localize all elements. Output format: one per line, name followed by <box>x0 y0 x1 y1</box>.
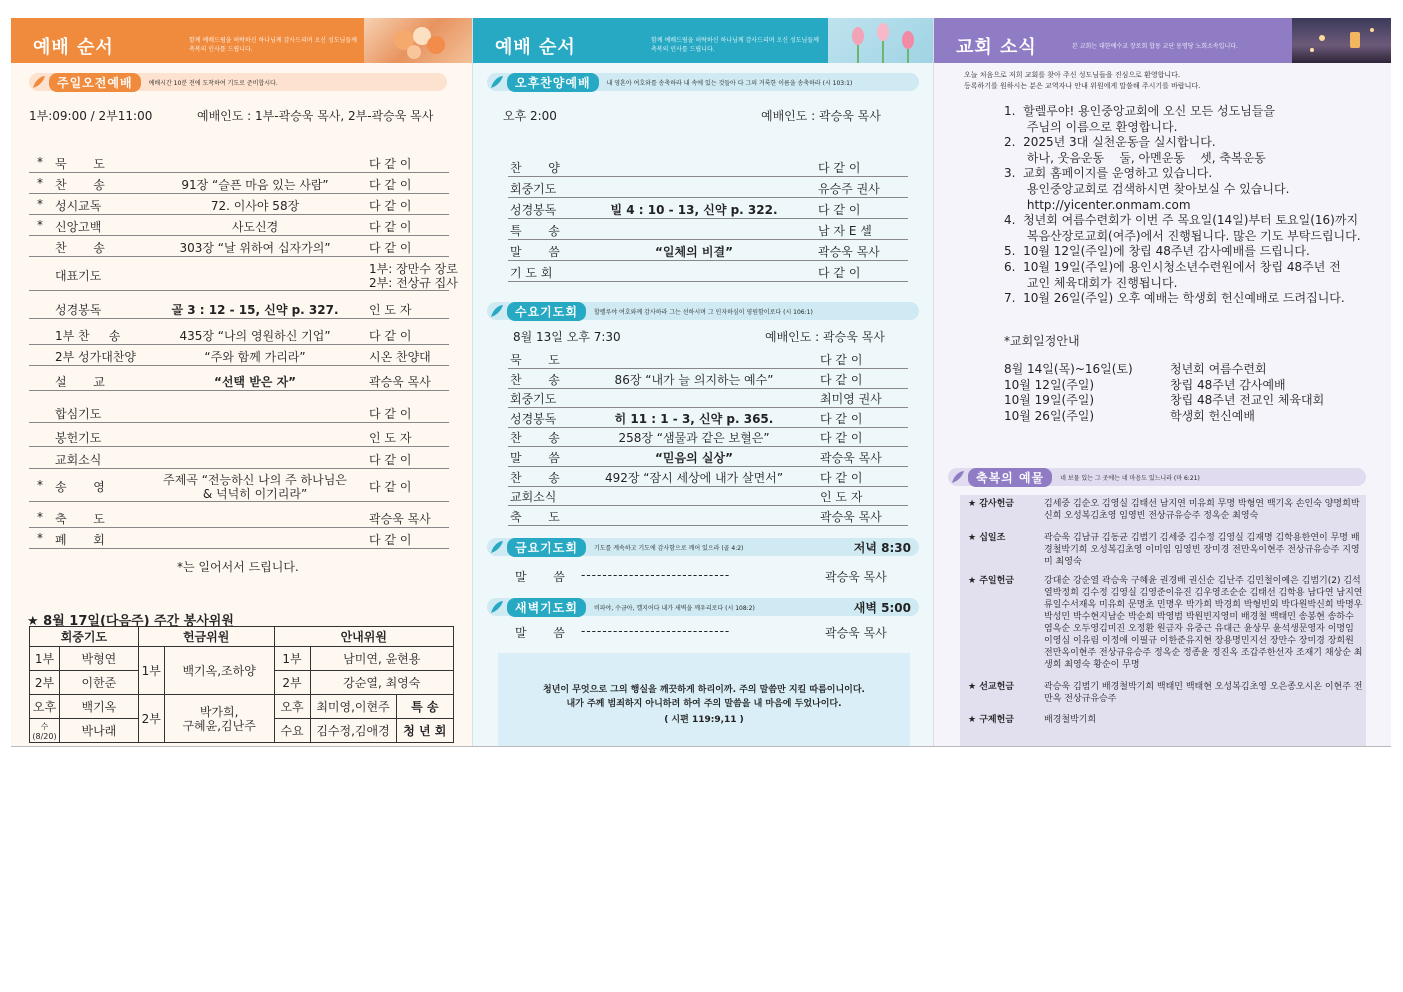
order-row <box>29 426 449 447</box>
dawn-speaker: 곽승욱 목사 <box>825 626 887 640</box>
news-line: 주님의 이름으로 환영합니다. <box>1004 119 1178 134</box>
row-label: 성경봉독 <box>55 303 102 317</box>
banner-subtitle: 본 교회는 대한예수교 장로회 합동 교단 동명당 노회소속입니다. <box>1072 43 1238 50</box>
schedule-event: 학생회 헌신예배 <box>1170 408 1255 423</box>
star-marker: * <box>37 218 43 232</box>
section-note: 비파야, 수금아, 깰지어다 내가 새벽을 깨우리로다 (시 108:2) <box>593 604 755 612</box>
service-leader: 예배인도 : 1부-곽승욱 목사, 2부-곽승욱 목사 <box>197 109 434 123</box>
offering-label: ★ 십일조 <box>968 533 1006 543</box>
order-row <box>29 370 449 391</box>
tulip-photo <box>828 18 933 63</box>
banner-title: 예배 순서 <box>495 37 576 58</box>
news-line: 5. 10월 12일(주일)에 창립 48주년 감사예배를 드립니다. <box>1004 244 1310 259</box>
row-label: 2부 성가대찬양 <box>55 350 137 364</box>
verse-line-2: 내가 주께 범죄하지 아니하려 하여 주의 말씀을 내 마음에 두었나이다. <box>566 699 842 709</box>
row-label: 폐 회 <box>55 533 105 547</box>
cell: 수(8/20) <box>30 719 60 743</box>
row-label: 기 도 회 <box>510 266 553 280</box>
cell: 최미영,이현주 <box>310 695 396 719</box>
leaf-icon <box>31 74 47 90</box>
dawn-label: 말 씀 <box>515 626 565 640</box>
section-title: 수요기도회 <box>507 302 586 321</box>
leaf-icon <box>950 469 966 485</box>
row-label: 찬 송 <box>510 470 560 485</box>
order-row <box>29 194 449 215</box>
cell: 청 년 회 <box>396 719 453 743</box>
row-content: 사도신경 <box>231 220 279 234</box>
row-person: 곽승욱 목사 <box>820 451 882 465</box>
order-row <box>29 528 449 549</box>
tulip-icon <box>828 18 933 63</box>
star-marker: * <box>37 531 43 545</box>
row-person: 유승주 권사 <box>818 182 880 196</box>
standing-note: *는 일어서서 드립니다. <box>177 560 299 574</box>
order-row <box>508 368 908 389</box>
row-content: “선택 받은 자” <box>213 375 297 389</box>
order-row <box>508 348 908 369</box>
header-offering: 헌금위원 <box>138 627 274 647</box>
row-label: 설 교 <box>55 375 105 389</box>
morning-worship-column <box>11 18 472 747</box>
row-label: 축 도 <box>55 512 105 526</box>
row-content: “믿음의 실상” <box>655 451 733 465</box>
cell: 강순열, 최영숙 <box>310 671 453 695</box>
volunteers-table <box>29 626 454 743</box>
order-row <box>29 402 449 423</box>
order-row <box>508 466 908 487</box>
cell: 1부 <box>138 647 164 695</box>
section-note: 네 보물 있는 그 곳에는 네 마음도 있느니라 (마 6:21) <box>1060 474 1200 482</box>
schedule-event: 창립 48주년 전교인 체육대회 <box>1170 393 1325 408</box>
row-label: 축 도 <box>510 509 560 524</box>
cell: 이한준 <box>60 671 139 695</box>
row-content: 258장 “샘물과 같은 보혈은” <box>618 431 770 446</box>
offerings-box <box>960 495 1366 747</box>
order-row <box>508 177 908 198</box>
star-marker: * <box>37 197 43 211</box>
bulletin-page <box>11 18 1391 747</box>
row-label: 신앙고백 <box>55 220 102 234</box>
cell: 2부 <box>30 671 60 695</box>
row-label: 찬 송 <box>55 178 105 192</box>
news-line: 하나, 웃음운동 둘, 아멘운동 셋, 축복운동 <box>1004 150 1266 165</box>
row-label: 찬 송 <box>510 372 560 387</box>
row-content: 빌 4 : 10 - 13, 신약 p. 322. <box>610 203 778 217</box>
section-title: 주일오전예배 <box>49 73 141 92</box>
afternoon-worship-column <box>472 18 933 747</box>
news-line: http://yicenter.onmam.com <box>1004 197 1191 212</box>
cell: 오후 <box>274 695 310 719</box>
news-line: 복음산장로교회(여주)에서 진행됩니다. 많은 기도 부탁드립니다. <box>1004 228 1361 243</box>
cell: 박가희, 구혜윤,김난주 <box>164 695 274 743</box>
order-row <box>508 156 908 177</box>
offering-names: 곽승욱 김범기 배경철박기희 백태민 백태현 오성복김초영 오은종오시온 이현주 전만옥 전상규유승주 <box>1044 682 1363 704</box>
service-leader: 예배인도 : 곽승욱 목사 <box>765 330 885 344</box>
schedule-date: 10월 26일(주일) <box>1004 408 1095 423</box>
order-row <box>29 345 449 366</box>
schedule-date: 8월 14일(목)~16일(토) <box>1004 362 1133 376</box>
offering-label: ★ 주일헌금 <box>968 576 1014 586</box>
row-person: 다 같 이 <box>369 220 412 234</box>
row-label: 송 영 <box>55 480 105 494</box>
lantern-icon <box>1292 18 1391 63</box>
order-row <box>29 507 449 528</box>
friday-label: 말 씀 <box>515 570 565 584</box>
news-line: 4. 청년회 여름수련회가 이번 주 목요일(14일)부터 토요일(16)까지 <box>1004 213 1359 228</box>
row-person-2: 2부: 전상규 집사 <box>369 276 458 290</box>
row-content: 435장 “나의 영원하신 기업” <box>179 329 331 343</box>
row-person: 다 같 이 <box>820 470 863 485</box>
row-person: 다 같 이 <box>369 480 412 494</box>
news-line: 3. 교회 홈페이지를 운영하고 있습니다. <box>1004 166 1213 181</box>
row-label: 교회소식 <box>510 490 557 505</box>
cell: 남미연, 윤현용 <box>310 647 453 671</box>
news-line: 교인 체육대회가 진행됩니다. <box>1004 275 1178 290</box>
leaf-icon <box>489 303 505 319</box>
banner-church-news <box>934 18 1391 63</box>
order-row <box>508 505 908 526</box>
cell: 수요 <box>274 719 310 743</box>
star-marker: * <box>37 510 43 524</box>
news-line: 1. 할렐루야! 용인중앙교회에 오신 모든 성도님들을 <box>1004 104 1275 118</box>
row-label: 1부 찬 송 <box>55 329 121 343</box>
cell: 1부 <box>30 647 60 671</box>
order-row <box>508 261 908 282</box>
banner-subtitle: 함께 예배드림을 허락하신 하나님께 감사드리며 오신 성도님들께 축복의 인사를 드립니다. <box>189 37 357 53</box>
order-row <box>29 257 458 291</box>
order-row <box>508 446 908 467</box>
verse-line-1: 청년이 무엇으로 그의 행실을 깨끗하게 하리이까. 주의 말씀만 지킬 따름이니이다. <box>543 685 865 695</box>
row-person: 다 같 이 <box>820 353 863 367</box>
order-row <box>29 173 449 194</box>
order-row <box>29 468 449 502</box>
order-row <box>508 198 908 219</box>
dawn-dashes: ---------------------------- <box>581 624 731 638</box>
header-ushers: 안내위원 <box>274 627 453 647</box>
order-row <box>29 298 449 319</box>
row-label: 합심기도 <box>55 407 102 421</box>
section-note: 내 영혼아 여호와를 송축하라 내 속에 있는 것들아 다 그의 거룩한 이름을 송축하라 (시 103:1) <box>606 79 853 87</box>
order-row <box>508 387 908 408</box>
row-content: 492장 “잠시 세상에 내가 살면서” <box>604 470 784 485</box>
cell: 1부 <box>274 647 310 671</box>
row-person: 다 같 이 <box>369 157 412 171</box>
service-leader: 예배인도 : 곽승욱 목사 <box>761 109 881 123</box>
section-header-sunday-morning <box>29 73 447 91</box>
leaf-icon <box>489 599 505 615</box>
service-times: 1부:09:00 / 2부11:00 <box>29 109 153 123</box>
row-label: 묵 도 <box>55 157 105 171</box>
section-header-wednesday <box>487 302 919 320</box>
row-content: 86장 “내가 늘 의지하는 예수” <box>614 372 774 387</box>
row-label: 성시교독 <box>55 199 102 213</box>
cell: 2부 <box>138 695 164 743</box>
order-row <box>29 448 449 469</box>
row-label: 말 씀 <box>510 451 560 465</box>
section-title: 새벽기도회 <box>507 598 586 617</box>
order-row <box>508 426 908 447</box>
section-title: 축복의 예물 <box>968 468 1052 487</box>
lantern-photo <box>1292 18 1391 63</box>
row-content: 91장 “슬픈 마음 있는 사람” <box>181 178 329 192</box>
row-person: 다 같 이 <box>369 453 412 467</box>
row-person: 인 도 자 <box>820 490 863 505</box>
row-person: 다 같 이 <box>369 178 412 192</box>
section-time: 새벽 5:00 <box>853 600 911 615</box>
row-person: 최미영 권사 <box>820 392 882 407</box>
section-title: 오후찬양예배 <box>507 73 599 92</box>
row-label: 묵 도 <box>510 353 560 367</box>
order-row <box>29 324 449 345</box>
cell: 백기옥,조하양 <box>164 647 274 695</box>
welcome-line-2: 등록하기를 원하시는 분은 교역자나 안내 위원에게 말씀해 주시기를 바랍니다. <box>964 82 1201 90</box>
leaf-icon <box>489 74 505 90</box>
cell: 2부 <box>274 671 310 695</box>
banner-worship-order-1 <box>11 18 472 63</box>
cell: 특 송 <box>396 695 453 719</box>
row-label: 성경봉독 <box>510 203 557 217</box>
row-person: 다 같 이 <box>820 372 863 387</box>
news-line: 7. 10월 26일(주일) 오후 예배는 학생회 헌신예배로 드려집니다. <box>1004 291 1345 306</box>
row-person: 1부: 장만수 장로 <box>369 262 458 276</box>
row-label: 찬 송 <box>510 431 560 446</box>
row-person: 남 자 E 셀 <box>818 224 872 238</box>
row-label: 회중기도 <box>510 182 557 196</box>
row-person: 곽승욱 목사 <box>369 375 431 389</box>
section-title: 금요기도회 <box>507 538 586 557</box>
section-header-afternoon <box>487 73 919 91</box>
offering-names: 곽승욱 김남규 김동균 김범기 김세중 김수정 김영실 김재명 김학용한연이 무명 배경철박기희 오성복김초영 이미임 임영빈 장미경 전만옥이현주 전상규유승주 지영미 최영숙 <box>1044 533 1360 567</box>
offering-names: 김세중 김순오 김영실 김태선 남지연 미유희 무명 박형연 백기옥 손인숙 양명희박신희 오성복김초영 임영빈 전상규유승주 정옥순 최영숙 <box>1044 499 1360 521</box>
news-line: 용인중앙교회로 검색하시면 찾아보실 수 있습니다. <box>1004 182 1290 196</box>
star-marker: * <box>37 478 43 492</box>
section-header-dawn <box>487 598 919 616</box>
order-row <box>29 215 449 236</box>
cell: 오후 <box>30 695 60 719</box>
order-row <box>508 219 908 240</box>
schedule-event: 청년회 여름수련회 <box>1170 362 1267 376</box>
row-person: 다 같 이 <box>369 407 412 421</box>
welcome-line-1: 오늘 처음으로 저희 교회를 찾아 주신 성도님들을 진심으로 환영합니다. <box>964 71 1181 79</box>
row-person: 곽승욱 목사 <box>369 512 431 526</box>
row-content: 303장 “날 위하여 십자가의” <box>179 241 331 255</box>
news-line: 6. 10월 19일(주일)에 용인시청소년수련원에서 창립 48주년 전 <box>1004 260 1341 274</box>
cell: 박나래 <box>60 719 139 743</box>
row-label: 특 송 <box>510 224 560 238</box>
section-time: 저녁 8:30 <box>853 540 911 555</box>
row-content: 골 3 : 12 - 15, 신약 p. 327. <box>171 303 339 317</box>
banner-title: 예배 순서 <box>33 37 114 58</box>
banner-worship-order-2 <box>473 18 933 63</box>
cell: 백기옥 <box>60 695 139 719</box>
row-person: 곽승욱 목사 <box>818 245 880 259</box>
row-content: 주제곡 “전능하신 나의 주 하나님은 <box>163 473 347 487</box>
schedule-event: 창립 48주년 감사예배 <box>1170 377 1286 392</box>
row-person: 다 같 이 <box>818 161 861 175</box>
volunteers-title: ★ 8월 17일(다음주) 주간 봉사위원 <box>27 614 234 629</box>
bottom-divider <box>11 746 1391 747</box>
section-note: 할렐루야 여호와께 감사하라 그는 선하시며 그 인자하심이 영원함이로다 (시 106:1) <box>593 308 813 316</box>
leaf-icon <box>489 539 505 555</box>
church-news-column <box>933 18 1391 747</box>
row-label: 회중기도 <box>510 392 557 407</box>
star-marker: * <box>37 176 43 190</box>
news-line: 2. 2025년 3대 실천운동을 실시합니다. <box>1004 135 1216 150</box>
row-person: 인 도 자 <box>369 303 412 317</box>
schedule-title: *교회일정안내 <box>1004 334 1080 348</box>
row-content: 히 11 : 1 - 3, 신약 p. 365. <box>614 411 774 426</box>
section-header-offerings <box>948 468 1366 486</box>
star-marker: * <box>37 155 43 169</box>
offering-names: 배경철박기희 <box>1044 715 1097 725</box>
banner-title: 교회 소식 <box>956 37 1037 58</box>
row-person: 다 같 이 <box>369 329 412 343</box>
row-label: 대표기도 <box>55 269 102 283</box>
scripture-verse-box <box>498 653 910 747</box>
section-header-friday <box>487 538 919 556</box>
friday-dashes: ---------------------------- <box>581 568 731 582</box>
verse-reference: ( 시편 119:9,11 ) <box>664 715 744 725</box>
row-person: 시온 찬양대 <box>369 350 431 364</box>
friday-speaker: 곽승욱 목사 <box>825 570 887 584</box>
row-content: 72. 이사야 58장 <box>210 199 300 213</box>
row-person: 다 같 이 <box>818 203 861 217</box>
cell: 박형연 <box>60 647 139 671</box>
order-row <box>29 236 449 257</box>
offering-label: ★ 감사헌금 <box>968 499 1014 509</box>
row-person: 다 같 이 <box>820 411 863 426</box>
order-row <box>508 485 908 506</box>
service-time: 오후 2:00 <box>503 109 557 123</box>
order-row <box>508 240 908 261</box>
order-row <box>29 152 449 173</box>
row-label: 교회소식 <box>55 453 102 467</box>
flower-photo <box>364 18 472 63</box>
cell: 김수정,김애경 <box>310 719 396 743</box>
order-row <box>508 407 908 428</box>
schedule-date: 10월 19일(주일) <box>1004 393 1095 408</box>
row-label: 성경봉독 <box>510 411 557 426</box>
row-person: 다 같 이 <box>369 533 412 547</box>
banner-subtitle: 함께 예배드림을 허락하신 하나님께 감사드리며 오신 성도님들께 축복의 인사를 드립니다. <box>651 37 819 53</box>
flower-bouquet-icon <box>364 18 472 63</box>
row-person: 인 도 자 <box>369 431 412 445</box>
row-person: 다 같 이 <box>820 431 863 446</box>
row-label: 말 씀 <box>510 245 560 259</box>
service-time: 8월 13일 오후 7:30 <box>513 330 621 344</box>
section-note: 예배시간 10분 전에 도착하여 기도로 준비합시다. <box>148 79 278 87</box>
row-person: 곽승욱 목사 <box>820 509 882 524</box>
offering-label: ★ 구제헌금 <box>968 715 1014 725</box>
row-content-2: & 넉넉히 이기리라” <box>202 487 308 501</box>
row-content: “일체의 비결” <box>655 245 733 259</box>
row-person: 다 같 이 <box>369 199 412 213</box>
row-person: 다 같 이 <box>818 266 861 280</box>
offering-names: 강대순 강순열 곽승욱 구혜윤 권경배 권신순 김난주 김민철이예은 김범기(2) 김석열박정희 김수정 김영실 김영준이유진 김우영조순순 김태선 김학용 남다연 남지연 류일수서재옥 미유희 문명초 민명우 박가희 박경희 박형빈외 박다원박신희 박명우 박성민 박수현지남순 박순희 박영범 박원빈지영미 배경철 백태민 송봉현 송하수 염옥순 오두영김미진 오정환 원금자 유중근 유대근 윤상무 윤석생문영자 이명임 이영심 이유림 이정애 이필규 이한준유지현 장용명민지선 장만수 장미경 장희원 전만옥이현주 전상규유승주 정옥순 정종윤 정진옥 조갑주한선자 조재기 채상순 최생희 최영숙 황순이 무명 <box>1044 576 1363 670</box>
row-label: 봉헌기도 <box>55 431 102 445</box>
row-label: 찬 송 <box>55 241 105 255</box>
header-congregational-prayer: 회중기도 <box>30 627 139 647</box>
schedule-date: 10월 12일(주일) <box>1004 377 1095 392</box>
row-person: 다 같 이 <box>369 241 412 255</box>
section-note: 기도를 계속하고 기도에 감사함으로 깨어 있으라 (골 4:2) <box>593 544 744 552</box>
row-content: “주와 함께 가리라” <box>204 350 306 364</box>
row-label: 찬 양 <box>510 161 560 175</box>
offering-label: ★ 선교헌금 <box>968 682 1014 692</box>
